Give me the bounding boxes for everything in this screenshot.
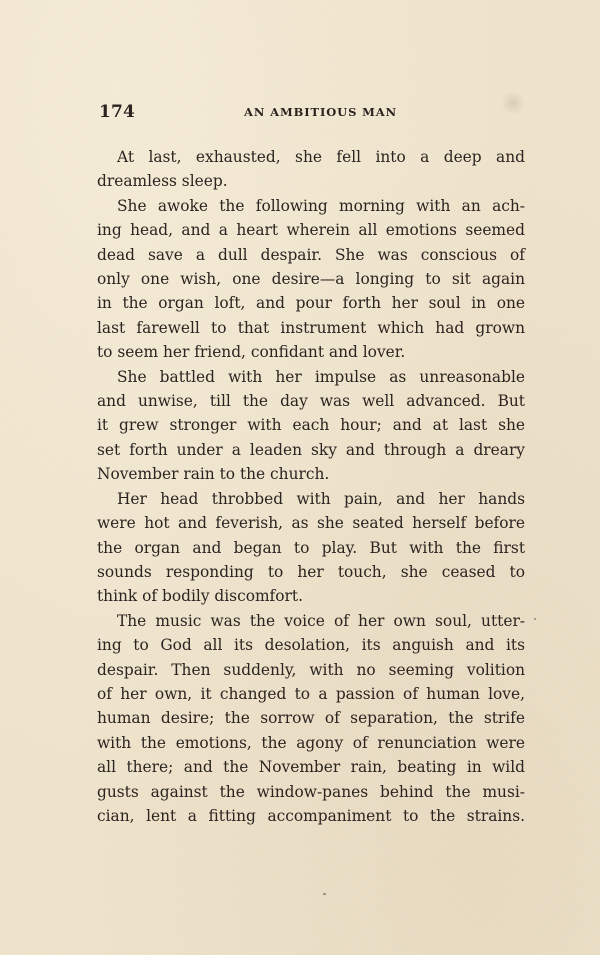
text-line: dreamless sleep. (97, 172, 228, 191)
body-text (97, 145, 525, 828)
text-line: gusts against the window-panes behind the musi- (97, 782, 525, 801)
text-line: with the emotions, the agony of renunciation were (97, 733, 525, 752)
text-line: only one wish, one desire—a longing to sit again (97, 270, 525, 289)
paragraph-1 (97, 145, 525, 194)
text-line: it grew stronger with each hour; and at last she (97, 416, 525, 435)
text-line: dead save a dull despair. She was conscious of (97, 245, 525, 264)
paragraph-2 (97, 194, 525, 365)
page-number: 174 (99, 102, 136, 122)
text-line: The music was the voice of her own soul, utter- (117, 611, 525, 630)
paragraph-4 (97, 487, 525, 609)
page-header (99, 102, 527, 126)
text-line: think of bodily discomfort. (97, 587, 303, 606)
text-line: and unwise, till the day was well advanced. But (97, 392, 525, 411)
text-line: sounds responding to her touch, she ceased to (97, 562, 525, 581)
text-line: set forth under a leaden sky and through a dreary (97, 440, 525, 459)
text-line: all there; and the November rain, beating in wild (97, 758, 525, 777)
text-line: ing head, and a heart wherein all emotions seemed (97, 221, 525, 240)
text-line: cian, lent a fitting accompaniment to the strains. (97, 806, 525, 825)
ink-speck (534, 618, 536, 620)
running-head: AN AMBITIOUS MAN (244, 105, 398, 119)
text-line: At last, exhausted, she fell into a deep and (117, 148, 525, 166)
text-line: of her own, it changed to a passion of human love, (97, 684, 525, 703)
text-line: last farewell to that instrument which had grown (97, 318, 525, 337)
text-line: She battled with her impulse as unreasonable (117, 367, 525, 386)
text-line: November rain to the church. (97, 465, 330, 484)
text-line: Her head throbbed with pain, and her hands (117, 489, 525, 508)
text-line: ing to God all its desolation, its anguish and its (97, 636, 525, 655)
ink-speck (323, 893, 326, 895)
text-line: were hot and feverish, as she seated herself before (97, 514, 525, 533)
text-line: despair. Then suddenly, with no seeming volition (97, 660, 525, 679)
text-line: to seem her friend, confidant and lover. (97, 343, 406, 362)
text-line: the organ and began to play. But with the first (97, 538, 525, 557)
paragraph-3 (97, 365, 525, 487)
text-line: She awoke the following morning with an ach- (117, 196, 525, 215)
text-line: in the organ loft, and pour forth her soul in one (97, 294, 525, 313)
paragraph-5 (97, 609, 525, 829)
text-line: human desire; the sorrow of separation, the strife (97, 709, 525, 728)
